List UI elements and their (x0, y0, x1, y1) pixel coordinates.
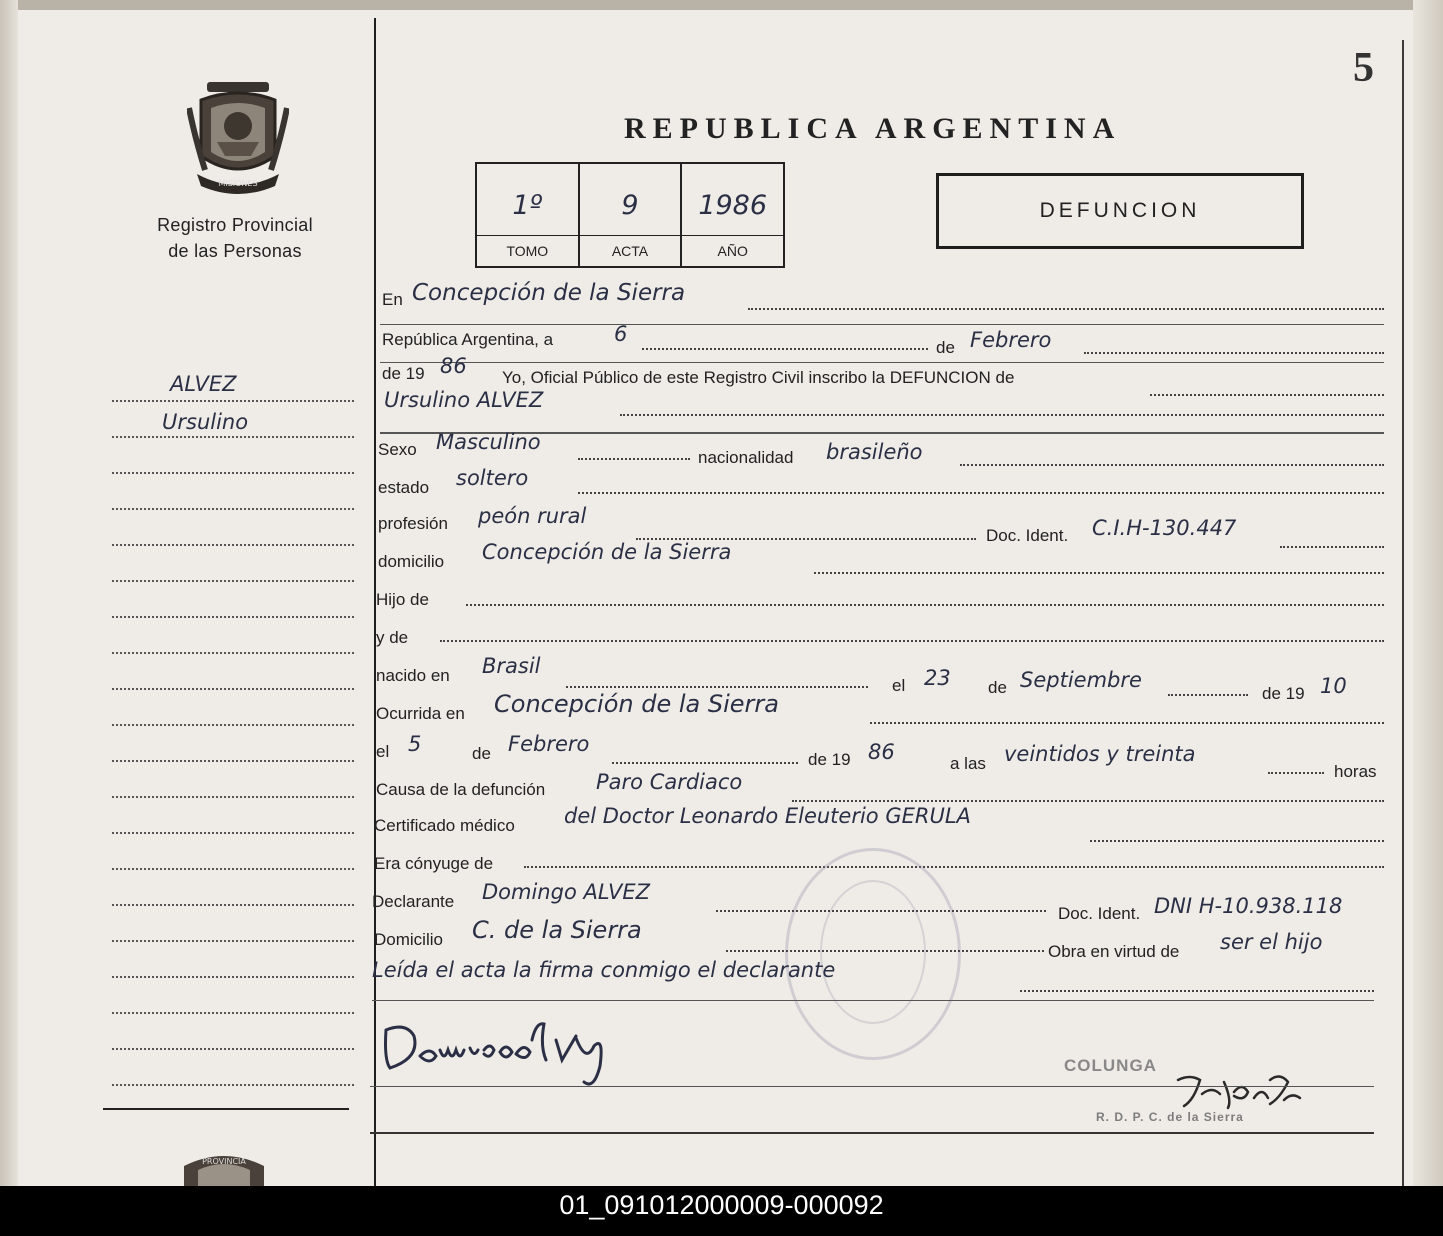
time-value: veintidos y treinta (1004, 742, 1196, 766)
fill-line (466, 604, 1384, 606)
fill-line (524, 866, 1384, 868)
hijo-label: Hijo de (376, 590, 429, 609)
domicilio-label-2: Domicilio (374, 930, 443, 949)
margin-line (112, 760, 354, 762)
margin-line (112, 436, 354, 438)
record-type-box: DEFUNCION (936, 173, 1304, 249)
year-value: 86 (440, 354, 467, 378)
fill-line (1268, 772, 1324, 774)
estado-value: soltero (456, 466, 529, 490)
margin-line (112, 472, 354, 474)
fill-line (620, 414, 1384, 416)
fill-line (726, 950, 1044, 952)
obra-label: Obra en virtud de (1048, 942, 1180, 961)
tomo-value: 1º (512, 190, 543, 221)
doc-label: Doc. Ident. (986, 526, 1069, 545)
margin-line (112, 1084, 354, 1086)
crest2-label: PROVINCIA (202, 1157, 246, 1166)
fill-line (566, 686, 868, 688)
margin-line (112, 400, 354, 402)
republica-label: República Argentina, a (382, 330, 554, 349)
yo-statement: Yo, Oficial Público de este Registro Civil inscribo la DEFUNCION de (502, 368, 1015, 387)
estado-label: estado (378, 478, 430, 497)
fill-line (578, 458, 690, 460)
image-id-caption: 01_091012000009-000092 (559, 1190, 884, 1220)
margin-line (112, 508, 354, 510)
margin-line (112, 1048, 354, 1050)
fill-line (642, 348, 928, 350)
official-signature-icon (1170, 1070, 1310, 1114)
fill-line (960, 464, 1384, 466)
nacido-label: nacido en (376, 666, 450, 685)
month-value: Febrero (970, 328, 1052, 352)
fill-line (792, 800, 1384, 802)
y-de-label: y de (376, 628, 409, 647)
causa-value: Paro Cardiaco (596, 770, 743, 794)
causa-label: Causa de la defunción (376, 780, 546, 799)
death-day-value: 5 (408, 732, 422, 756)
margin-line (112, 1012, 354, 1014)
fill-line (1280, 546, 1384, 548)
row-rule (380, 362, 1384, 363)
page-number: 5 (1353, 45, 1374, 91)
fill-line (1020, 990, 1374, 992)
profesion-value: peón rural (478, 504, 587, 528)
fill-line (578, 492, 1384, 494)
left-edge (0, 0, 18, 1186)
row-rule (380, 324, 1384, 325)
en-value: Concepción de la Sierra (412, 280, 686, 306)
margin-firstname: Ursulino (162, 410, 249, 434)
record-reference-box (475, 162, 785, 268)
right-margin-line (1402, 40, 1404, 1186)
de-label-3: de (472, 744, 491, 763)
obra-value: ser el hijo (1220, 930, 1323, 954)
row-rule (370, 1086, 1374, 1087)
margin-line (112, 796, 354, 798)
registry-title (118, 212, 352, 264)
margin-surname: ALVEZ (170, 372, 237, 396)
day-value: 6 (614, 322, 628, 346)
nacido-value: Brasil (482, 654, 541, 678)
fill-line (1150, 394, 1384, 396)
registry-line-1: Registro Provincial (157, 215, 313, 235)
declarante-doc-value: DNI H-10.938.118 (1154, 894, 1343, 918)
margin-line (112, 976, 354, 978)
certificado-label: Certificado médico (374, 816, 515, 835)
top-edge (0, 0, 1443, 10)
profesion-label: profesión (378, 514, 448, 533)
ocurrida-value: Concepción de la Sierra (494, 690, 779, 718)
fill-line (1084, 352, 1384, 354)
de-label: de (936, 338, 955, 357)
margin-line (112, 652, 354, 654)
margin-line (112, 544, 354, 546)
death-year-value: 86 (868, 740, 895, 764)
left-bottom-rule (103, 1108, 349, 1110)
deceased-value: Ursulino ALVEZ (384, 388, 544, 412)
anio-label: AÑO (682, 235, 783, 266)
fill-line (1168, 694, 1248, 696)
horas-label: horas (1334, 762, 1377, 781)
acta-value: 9 (621, 190, 639, 221)
birth-day-value: 23 (924, 666, 951, 690)
tomo-label: TOMO (477, 235, 578, 266)
fill-line (814, 572, 1384, 574)
registry-line-2: de las Personas (168, 241, 302, 261)
year-prefix: de 19 (382, 364, 425, 383)
declarante-value: Domingo ALVEZ (482, 880, 651, 904)
official-stamp-name: COLUNGA (1064, 1056, 1157, 1075)
official-stamp-office: R. D. P. C. de la Sierra (1096, 1110, 1244, 1124)
birth-month-value: Septiembre (1020, 668, 1142, 692)
birth-year-value: 10 (1320, 674, 1347, 698)
margin-line (112, 724, 354, 726)
right-edge (1413, 0, 1443, 1186)
domicilio-value: Concepción de la Sierra (482, 540, 732, 564)
conyuge-label: Era cónyuge de (374, 854, 494, 873)
fill-line (870, 722, 1384, 724)
margin-line (112, 616, 354, 618)
leida-statement: Leída el acta la firma conmigo el declarante (372, 958, 836, 982)
province-crest-icon (178, 1150, 270, 1186)
margin-line (112, 868, 354, 870)
nacionalidad-label: nacionalidad (698, 448, 794, 467)
misiones-crest-icon (187, 78, 289, 196)
anio-value: 1986 (698, 190, 768, 221)
acta-label: ACTA (580, 235, 681, 266)
country-title: REPUBLICA ARGENTINA (624, 112, 1122, 145)
row-rule (372, 1000, 1374, 1001)
right-bottom-rule (370, 1132, 1374, 1134)
doc-value: C.I.H-130.447 (1092, 516, 1237, 540)
crest-label: MISIONES (218, 179, 258, 188)
anio-cell (682, 164, 783, 266)
margin-line (112, 940, 354, 942)
tomo-cell (477, 164, 580, 266)
registry-seal-inner (820, 880, 926, 1024)
domicilio-label: domicilio (378, 552, 445, 571)
fill-line (612, 762, 798, 764)
sexo-value: Masculino (436, 430, 541, 454)
declarante-domicilio-value: C. de la Sierra (472, 916, 642, 944)
el-label-2: el (376, 742, 390, 761)
fill-line (716, 910, 1046, 912)
declarant-signature-icon (380, 1016, 660, 1090)
sexo-label: Sexo (378, 440, 417, 459)
certificado-value: del Doctor Leonardo Eleuterio GERULA (564, 804, 971, 828)
nacionalidad-value: brasileño (826, 440, 923, 464)
margin-line (112, 904, 354, 906)
ocurrida-label: Ocurrida en (376, 704, 465, 723)
margin-line (112, 832, 354, 834)
declarante-label: Declarante (372, 892, 455, 911)
fill-line (1090, 840, 1384, 842)
fill-line (748, 308, 1384, 310)
en-label: En (382, 290, 403, 309)
acta-cell (580, 164, 683, 266)
death-month-value: Febrero (508, 732, 590, 756)
el-label: el (892, 676, 906, 695)
de-label-2: de (988, 678, 1007, 697)
death-year-prefix: de 19 (808, 750, 851, 769)
margin-line (112, 580, 354, 582)
doc-label-2: Doc. Ident. (1058, 904, 1141, 923)
margin-line (112, 688, 354, 690)
birth-year-prefix: de 19 (1262, 684, 1305, 703)
fill-line (440, 640, 1384, 642)
a-las-label: a las (950, 754, 986, 773)
